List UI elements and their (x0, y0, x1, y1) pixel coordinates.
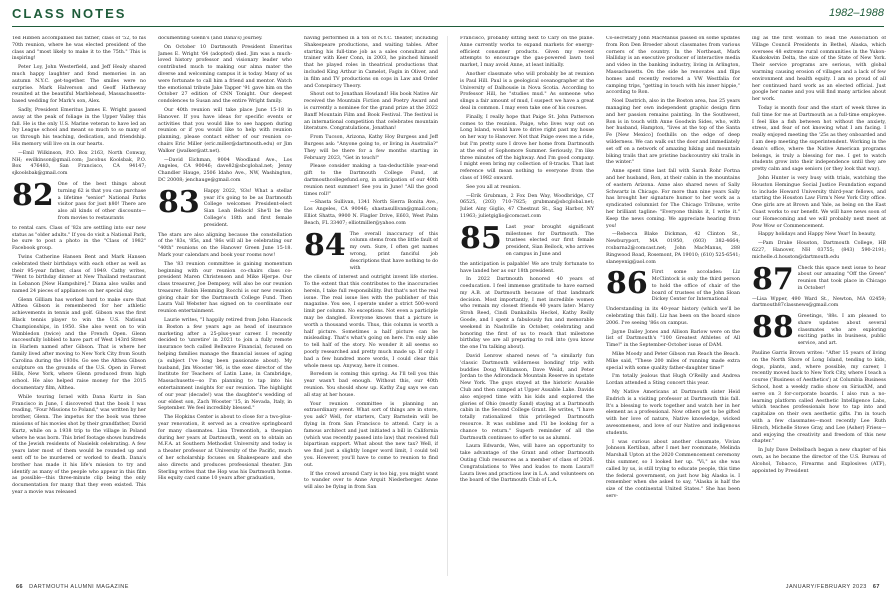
text-column (752, 36, 886, 576)
left-page-number: 66 (16, 584, 24, 590)
text-column (12, 36, 146, 576)
paragraph: documenting Glenn's (and Dana's) journey. (158, 36, 263, 41)
class-lead-text: Check this space next issue to hear about our amazing "Off the Green" reunion that took place in Chicago in October! (797, 265, 886, 291)
paragraph: From Tucson, Arizona, Kathy Hoy Burgess and Jeff Burgess ask: "Anyone going to, or living in Australia?" They will be there for a few months starting in February 2023, "Get in touch!" (304, 135, 438, 161)
paragraph: I was curious about another classmate, Vivian Johnson Kertiban, after I met her roommate, Melinda Marshall Upton at the 2020 Commencement ceremony this summer, so I looked her up. "Vi," as she was called by us, is still trying to educate people, this time the federal government, on just how big Alaska is. I remember when she asked to say, "Alaska is half the size of the continental United States." She has been serv- (606, 439, 740, 499)
paragraph: Please consider making a tax-deductible year-end gift to the Dartmouth College Fund, at dartmouthcollegefund.org, in anticipation of our 40th reunion next summer! See you in June! "All the good times roll!" (304, 164, 438, 197)
paragraph: —David Eichman, 9004 Woodland Ave., Los Angeles, CA 90046; dave82@sbcglobal.net; Jenny Chandler Hauge, 2506 Idaho Ave., NW, Washington, DC 20008; jenchauge@gmail.com (158, 157, 292, 183)
paragraph: Twins Catherine Hansen Bent and Mark Hansen celebrated their birthdays with each other as well as their 95-year father, class of 1949. Cathy writes, "Went to birthday dinner at New Thailand restaurant in Lebanon [New Hampshire]." Diana also walks and named 24 pieces of appliances on her special day. (12, 254, 146, 294)
paragraph: Understanding in its 40-year history (which we'll be celebrating this fall). Liz has been on the board since 2006. I've seeing '86s on campus. (606, 307, 740, 326)
paragraph: Glenn Gilliam has worked hard to make sure that Althea Gibson is remembered for her athletic achievements in tennis and golf. Gibson was the first Black tennis player to win the U.S. National Championships, in 1950. She also went on to win Wimbledon (twice) and the French Open. Glenn successfully lobbied to have part of West 143rd Street in Harlem named after Gibson. That is where her family lived after moving to New York City from South Carolina during the 1930s. Go see the Althea Gibson sculpture on the grounds of the U.S. Open in Forest Hills, New York, where Glenn produced from high school. He also helped raise money for the 2015 documentary film, Althea. (12, 297, 146, 392)
paragraph: Finally, I really hope that Paige St. John Patterson comes to the reunion. Paige, who lives way out on Long Island, would have to drive right past my house on her way to Hanover. Not that Paige owes me a ride, but I'm pretty sure I drove her home from Dartmouth at the end of Sophomore Summer. Seriously, I'm like three minutes off the highway. And I'm good company. I might even bring my collection of 8-tracks. That last reference will mean nothing to everyone from the class of 1982 onward. (460, 114, 594, 181)
paragraph: I'm totally jealous that Hugh O'Reilly and Andrea Lordan attended a Sting concert this year. (606, 374, 740, 387)
paragraph: The Hopkins Center is about to close for a two-plus-year renovation, it served as a creative springboard for many classmates. Lisa Tremontioh, a thespian during her years at Dartmouth, went on to obtain an M.F.A. at Southern Methodist University and today is a theater professor at University of the Pacific, much of her scholarship focuses on Shakespeare and she also directs and produces professional theater. Jim Sterling writes that the Hop was his Dartmouth home. His equity card came 10 years after graduation, (158, 415, 292, 482)
paragraph: David Lenrow shared news of "a similarly fun 'classic Dartmouth wilderness bonding' trip with buddies Doug Williamson, Dave Weild, and Peter Jordan to the Adirondack Mountain Reserve in upstate New York. The guys stayed at the historic Ausable Club and then camped at Upper Ausable Lake. Davids also enjoyed time with his kids and explored the glories of Ohio (mostly Sand) staying at a Dartmouth cabin in the Second College Grant. He writes, "I have totally rationalized this privileged Dartmouth resource. It was sublime and I'll be looking for a chance to return." Superb reminder of all the Dartmouth continues to offer to us as alumni. (460, 354, 594, 441)
paragraph: See you all at reunion. (466, 184, 521, 190)
paragraph: Pauline Garris Brown writes: "After 15 years of living on the North Shore of Long Island, tending to kids, dogs, plants, and, where possible, my career, I recently moved back to New York City, where I teach a course ('Business of Aesthetics') at Columbia Business School, host a weekly radio show on SiriusXM, and serve on 3 for-corporate boards. I also run a no-learning platform called Aesthetic Intelligence Labs, which teaches professionals how to tap into and capitalize on their own aesthetic gifts. I'm in touch with a few classmates—most recently Lee Ruth Hirsch, Michelle Stowe Gray, and Lee (Asher) Friess—and enjoying the creativity and freedom of this new chapter." (752, 351, 886, 445)
paragraph: —Erik Grubman, 2 Fox Den Way, Woodbridge, CT 06525, (203) 710-7825; grubman@sbcglobal.net; Juliet Ainy Giglio, 47 Chestnut St., Sag Harbor, NY 11963; julietgiglio@comcast.com (460, 193, 594, 219)
paragraph: If the crowd around Cary is too big, you might want to wander over to Anne Arquit Niederberger. Anne will also be flying in from San (304, 471, 438, 491)
paragraph: In July Dave Deltelbach began a new chapter of his own, as he became the director of the U.S. Bureau of Alcohol, Tobacco, Firearms and Explosives (ATF), appointed by President (752, 448, 886, 474)
class-section-header (606, 266, 740, 304)
paragraph: The stars are also aligning because the constellation of the '83s, '85s, and '86s will all be celebrating our "40th" reunions on the Hanover Green June 15-18. Mark your calendars and book your rooms now! (158, 232, 292, 258)
text-column (304, 36, 438, 576)
class-lead-text: Last year brought significant milestones for Dartmouth. The trustees elected our first female president, Sian Beilock, who arrives on campus in June and (505, 224, 594, 257)
paragraph: Ted Hibben accompanied his father, class of '52, to his 70th reunion, where he was elected president of the class and "most likely to make it to the 75th." This is inspiring! (12, 36, 146, 62)
class-year-number: 84 (304, 227, 346, 263)
class-years-range: 1982–1988 (828, 7, 884, 19)
paragraph: Mike Moody and Peter Gibson ran Reach the Beach. Mike said, "These 200 miles of running made extra special with some quality father-daughter time!" (606, 352, 740, 371)
paragraph: Francisco, probably sitting next to Cary on the plane. Anne currently works to expand markets for energy-efficient consumer products. Given my recent attempts to encourage the gas-powered lawn tool market, I may avoid Anne, at least initially. (460, 36, 594, 69)
magazine-name: DARTMOUTH ALUMNI MAGAZINE (29, 584, 129, 590)
class-lead-text: One of the best things about turning 62 is that you can purchase a lifetime "senior" National Parks visitor pass for just $80! There are also all kinds of other discounts—from movies to restaurants (57, 181, 146, 221)
text-column (606, 36, 740, 576)
paragraph: Today is month four and the start of week three in full time for me at Dartmouth as a full-time employee. I feel like a fish between hot without the anxiety, stress, and fear of not knowing what I am facing. I really enjoyed meeting the '25s as they onboarded and I am deep meeting the superintendent. Working in the dean's office, where the Native American programs belongs, is truly a blessing for me. I get to watch students grow into their independence until they are pretty calm and sage seniors (or they look that way). (752, 105, 886, 173)
paragraph: —Emil Wilkinson, P.O. Box 2163, North Conway, NH; ewilkinson@gmail.com; Jacobus Koolsbak, P.O. Box 476483, San Francisco, CA 94147; sjkoolsbak@gmail.com (12, 150, 146, 177)
class-lead-text: Happy 2022, '83s! What a stellar year it's going to be as Dartmouth College welcomes President-elect Sian Leah Beilock! She'll be the College's 18th and first female president. (203, 188, 292, 228)
paragraph: to rental cars. Class of '82s are settling into our new status as "older adults." If you do visit a National Park, be sure to post a photo in the "Class of 1982" Facebook group. (12, 225, 146, 252)
class-year-number: 88 (752, 310, 794, 346)
class-year-number: 83 (158, 184, 200, 220)
paragraph: Your reunion committee is planning an extraordinary event. What sort of things are in store, you ask? Well, for starters, Cary Barnstein will be flying in from San Francisco to attend. Cary is a famous architect and just initiated a bill in California (which was recently passed into law) that received full bipartisan support. What about the new tax? Well, if we find just a slightly longer word limit, I could tell you. However, you'll have to come to reunion to find out. (304, 401, 438, 468)
class-lead-text: Greetings, '88s. I am pleased to share updates about several classmates who are exploring exciting paths in business, public service, and art. (797, 314, 886, 347)
page-gutter (447, 36, 448, 576)
paragraph: The '83 reunion committee is gaining momentum beginning with our reunion co-chairs class co-president Maren Christensen and Mike Hjerpe. Our class treasurer, Joe Dempsey, will also be our reunion treasurer. Robin Hemming Rocchi is our new reunion giving chair for the Dartmouth College Fund. Then Laura Vail Webster has signed on to coordinate our reunion entertainment. (158, 261, 292, 315)
paragraph: Shout out to Jonathan Howland! His book Native Air received the Mountain Fiction and Poetry Award and is currently a nominee for the grand prize at the 2022 Banff Mountain Film and Book Festival. The festival is an international competition that celebrates mountain literature. Congratulations, Jonathan! (304, 92, 438, 132)
class-year-number: 87 (752, 261, 794, 297)
section-title: CLASS NOTES (12, 6, 127, 21)
class-section-header (304, 227, 438, 273)
paragraph: On October 10 Dartmouth President Emeritus James E. Wright '64 (adopted) died. Jim was a much-loved history professor and visionary leader who contributed much to making our alma mater the diverse and welcoming campus it is today. Many of us were fortunate to call him a friend and mentor. Watch the emotional tribute Jake Tapper '91 gave him on the October 27 edition of CNN Tonight. Our deepest condolences to Susan and the entire Wright family. (158, 44, 292, 105)
paragraph: Another classmate who will probably be at reunion is Paul Hill. Paul is a geological oceanographer at the University of Dalhousie in Nova Scotia. According to Professor Hill, he "studies mud." As someone who slings a fair amount of mud, I suspect we have a great deal in common. I may even take one of his courses. (460, 71, 594, 111)
text-column (460, 36, 594, 576)
right-page-number: 67 (872, 584, 880, 590)
class-section-header (158, 184, 292, 230)
class-year-number: 82 (12, 177, 54, 213)
paragraph: John Hunter is very busy with trials, watching the Houston Hemingue Social Justice Foundation expand to include Howard University third-year fellows, and starting the Houston Law Firm's New York City office. One girls are at Brown and Yale, as being on the East Coast works to our benefit. We will have news soon of our Homecoming and we will probably next meet at Pow Wow or Commencement. (752, 175, 886, 229)
paragraph: In 2022 Dartmouth honored 40 years of coeducation. I feel immense gratitude to have earned my A.B. at Dartmouth because of that landmark decision. Most importantly, I met incredible women who remain my closest friends 40 years later: Marcy Stroh Reed, Cindi Dankaibila Heckel, Kathy Reilly Goode, and I spent a fabulously fun and memorable weekend in Nashville in October, celebrating and honoring the first of us to reach that milestone birthday we are all preparing to roll into (you know the one I'm talking about). (460, 277, 594, 351)
paragraph: the anticipation is palpable! We are truly fortunate to have landed her as our 18th president. (460, 261, 594, 274)
paragraph: My Native Americans at Dartmouth sister Heid Endrich is a visiting professor at Dartmouth this fall. It's a blessing to work together and watch her in her element as a professional. Now others get to be gifted with her love of nature, Native knowledge, wicked awesomeness, and love of our Native and indigenous students. (606, 390, 740, 436)
paragraph: While touring Israel with Dana Kurtz in San Francisco in June, I discovered that the book I was reading, "Four Missions to Poland," was written by her brother, Glenn. The impetus for the book was three missions of his movies shot by their grandfather, David Kurtz, while on a 1938 trip to the village in Poland where he was born. This brief footage shows hundreds of the Jewish residents of Nasielsk celebrating. A few years later most of them would be rounded up and sent off to be murdered or worked to death. Dana's brother has made it his life's mission to try and identify as many of the people who appear in this film as possible—this three-minute clip being the only documentation for many that they even existed. This year a movie was released (12, 394, 146, 495)
class-year-number: 86 (606, 266, 648, 302)
paragraph: Jayne Dailey Jones and Allison Barlow were on the list of Dartmouth's "100 Greatest Athletes of All Time!" in the September-October issue of DAM. (606, 329, 740, 349)
paragraph: —Pam Drake Houston, Dartmouth College, HB 6227, Hanover, NH 03755; (843) 590-2191; michelle.d.houston@dartmouth.edu (752, 241, 886, 260)
paragraph: Sadly, President Emeritus James E. Wright passed away at the peak of foliage in the Upper Valley this fall. He is the only U.S. Marine veteran to have led an Ivy League school and meant so much to so many of us through his teaching, dedication, and friendship. His memory will live on in our hearts. (12, 107, 146, 147)
paragraph: the clients of interest and outright invent life stories. To the extent that this contributes to the inaccuracies herein, I take full responsibility. But that's not the real issue. The real issue lies with the publisher of this magazine. You see, I operate under a strict 500-word limit per column. No exceptions. Not even a participle may be dangled. Everyone knows that a picture is worth a thousand words. Thus, this column is worth a half picture. Sometimes a half picture can be misleading. That's what's going on here. I'm only able to tell half of the story. No wonder it all seems so poorly researched and pretty much made up. If only I had a few hundred more words, I could clear this whole mess up. Anyway, here it comes. (304, 275, 438, 369)
paragraph: Happy holidays and Happy New Year! In beauty, (758, 232, 876, 238)
class-section-header (460, 220, 594, 259)
header-rule (12, 26, 884, 27)
paragraph: —Lisa Wpper, 490 Ward St., Newton, MA 02459; dartmouth87classnews@gmail.com (752, 296, 886, 309)
paragraph: Anne spent time last fall with Sarah Rohr Fortna and her husband, Ron, at their cabin in the mountains of eastern Arizona. Anne also shared news of Sally Schwartz in Chicago. For more than nine years Sally has brought her signature humor to her work as a syndicated columnist for The Chicago Tribune, write her brilliant tagline: "Everyone thinks it, I write it." Keep the news coming. We appreciate hearing from you! (606, 169, 740, 229)
paragraph: Noel Dastrich, also in the Boston area, has 25 years managing her own independent graphic design firm and her passion remains painting. In the Southwest, Ron is in touch with Anne Goodwin Sides, who, with her husband, Hampton, "lives at the top of the Santa Fe [New Mexico] foothills on the edge of deep wilderness. We can walk out the door and immediately set off on a network of amazing hiking and mountain biking trails that are pristine backcountry ski trails in the winter." (606, 99, 740, 166)
paragraph: Our 40th reunion will take place June 15-18 in Hanover. If you have ideas for specific events or activities that you would like to see happen during reunion or if you would like to help with reunion planning, please contact either of our reunion co-chairs Eric Miller (eric.miller@dartmouth.edu) or Jim Walker (jwalker@att.net). (158, 107, 292, 154)
paragraph: Laurie writes, "I happily retired from John Hancock in Boston a few years ago as head of insurance marketing after a 25-plus-year career. I recently decided to 'unretire' in 2021 to join a fully remote insurance tech called Bellwave Financial, focused on helping families manage the financial issues of aging (a subject I've long been passionate about). My husband, Jim Wooster '86, is the exec director of the Institute for Teachers of Latin Lane, in Cambridge, Massachusetts—so I'm planning to tap into his entertainment insights for our reunion. The highlight of our year (decade!) was the daughter's wedding of our eldest son, Zach Wooster '15, in Nevada, Italy, in September. We feel incredibly blessed." (158, 318, 292, 412)
class-year-number: 85 (460, 220, 502, 256)
class-lead-text: The overall inaccuracy of this column stems from the little fault of my own. Sure, I often get names wrong, print fanciful job descriptions that have nothing to do with (349, 231, 438, 271)
paragraph: having performed in a ton of N.Y.C. theater, including Shakespeare productions, and waiting tables. After starting his full-time job as a sales consultant and trainer with Keer Conn, in 2003, he pinched himself that he played roles in theatrical productions that included King Arthur in Camelot, Fagin in Oliver, and in film and TV productions on cops in Law and Order and Conspiracy Theory. (304, 36, 438, 89)
paragraph: Peter Loy, John Westerfield, and Jeff Healy shared much happy laughter and fond memories in an autumn N.Y.C. get-together. The smiles were no surprise. Mark Halverson and Geoff Hatheway reunited at the beautiful Marblehead, Massachusetts-based wedding for Mark's son, Alex. (12, 65, 146, 105)
text-column (158, 36, 292, 576)
paragraph: —Rebecca Blake Dickman, 42 Clinton St., Newburyport, MA 01950, (603) 382-4664; rcsbarna2@comcast.net; John MacManus, 288 Ringwood Road, Rosemont, PA 19010; (610) 525-6541; slaneyenig@aol.com (606, 232, 740, 265)
paragraph: ing as the first woman to lead the Association of Village Council Presidents in Bethel, Alaska, which oversees 48 extreme rural communities in the Yukon-Kuskokwim Delta, the size of the State of New York. Their service programs are serious, with global warming causing erosion of villages and a lack of few environment and health equity. I am so proud of all her continued hard work as an elected official. Just google her name and you will find many articles about her work. (752, 36, 886, 103)
class-section-header (12, 177, 146, 223)
page-footer (12, 584, 884, 594)
class-section-header (752, 310, 886, 348)
class-lead-text: First some accolades: Liz McClintock is only the third person to hold the office of chair of the board of trustees of the John Sloan Dickey Center for International (651, 270, 740, 303)
paragraph: Boredom is coming this spring. As I'll tell you this year wasn't bad enough. Without this, our 40th reunion. You should show up. Kathy Zug says we can all stay at her house. (304, 372, 438, 398)
paragraph: Co-secretary John MacManus passed on some updates from Ron Den Broeder about classmates from various corners of the country. In the Northeast, Mark Halliday is an executive producer of interactive media and video in the banking industry, living in Arlington, Massachusetts. On the side he renovates and flips homes and recently restored a VW Westfalia for camping trips, "getting in touch with his inner hippie," according to Ron. (606, 36, 740, 96)
page-header (0, 0, 896, 28)
class-section-header (752, 261, 886, 297)
issue-date: JANUARY/FEBRUARY 2023 (785, 584, 867, 590)
paragraph: Laura Edwards, Wes, will have an opportunity to take advantage of the Grant and other Dartmouth Outing Club resources as a member of class of 2026. Congratulations to Wes and kudos to mom Laura!! Laura lives and practices law in L.A. and volunteers on the board of the Dartmouth Club of L.A. (460, 444, 594, 484)
paragraph: —Shasta Sullivan, 1341 North Sierra Bonita Ave., Los Angeles, CA 90046; shastasullivan@gmail.com; Elliot Shatta, 9900 N. Flagler Drive, E603, West Palm Beach, FL 33407; elliotmiller@yahoo.com (304, 200, 438, 226)
